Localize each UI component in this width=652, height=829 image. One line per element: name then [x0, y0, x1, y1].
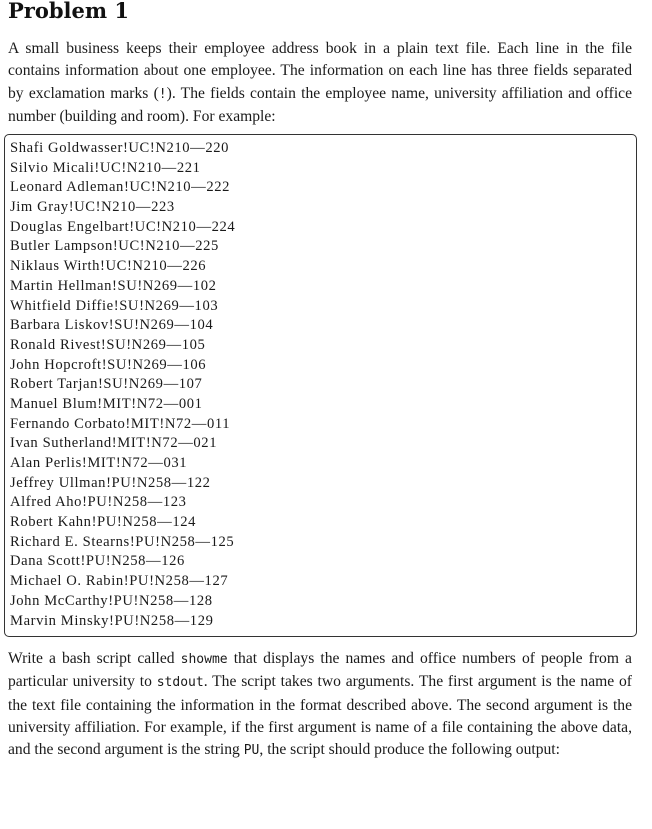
- task-text-2: that displays the names and office numbers of people from a particular university to: [8, 650, 632, 691]
- stdout-code: stdout: [156, 675, 204, 691]
- record-line: John McCarthy!PU!N258—128: [10, 592, 213, 609]
- record-line: Alan Perlis!MIT!N72—031: [10, 455, 188, 471]
- record-line: Martin Hellman!SU!N269—102: [10, 277, 217, 294]
- record-line: Barbara Liskov!SU!N269—104: [10, 317, 214, 334]
- record-line: Whitfield Diffie!SU!N269—103: [10, 297, 219, 314]
- record-line: Jim Gray!UC!N210—223: [10, 199, 175, 216]
- record-line: Marvin Minsky!PU!N258—129: [10, 612, 214, 629]
- record-line: Robert Tarjan!SU!N269—107: [10, 376, 203, 393]
- separator-code: !: [158, 86, 167, 102]
- record-line: John Hopcroft!SU!N269—106: [10, 356, 207, 373]
- record-line: Ivan Sutherland!MIT!N72—021: [10, 435, 218, 452]
- problem-title: Problem 1: [8, 0, 130, 23]
- script-name-code: showme: [180, 652, 228, 667]
- record-line: Dana Scott!PU!N258—126: [10, 553, 185, 570]
- record-line: Alfred Aho!PU!N258—123: [10, 494, 187, 511]
- address-book-listing: [4, 134, 637, 637]
- record-line: Robert Kahn!PU!N258—124: [10, 514, 197, 531]
- task-text-3: . The script takes two arguments. The first argument is the name of the text file containing the information in the format described above. The second argument is the university affiliation. For example, if the first argument is name of a file containing the above data, and the second argument is the string: [8, 673, 632, 759]
- intro-text-1: A small business keeps their employee address book in a plain text file. Each line in the file contains information about one employee. The information on each line has three fields separated by exclamation marks (: [8, 40, 632, 102]
- record-line: Ronald Rivest!SU!N269—105: [10, 336, 206, 353]
- intro-paragraph: [8, 38, 632, 128]
- record-line: Jeffrey Ullman!PU!N258—122: [10, 474, 211, 491]
- record-line: Manuel Blum!MIT!N72—001: [10, 395, 203, 412]
- record-line: Butler Lampson!UC!N210—225: [10, 238, 219, 255]
- record-line: Leonard Adleman!UC!N210—222: [10, 179, 231, 196]
- task-text-1: Write a bash script called: [8, 650, 181, 667]
- intro-text-2: ). The fields contain the employee name, university affiliation and office number (building and room). For example:: [8, 84, 633, 125]
- task-paragraph: [8, 648, 632, 762]
- record-line: Michael O. Rabin!PU!N258—127: [10, 573, 229, 590]
- record-line: Douglas Engelbart!UC!N210—224: [10, 218, 236, 235]
- record-line: Fernando Corbato!MIT!N72—011: [10, 415, 231, 432]
- task-text-4: , the script should produce the following output:: [259, 741, 560, 759]
- record-line: Shafi Goldwasser!UC!N210—220: [10, 140, 230, 156]
- record-line: Richard E. Stearns!PU!N258—125: [10, 533, 235, 550]
- affiliation-code: PU: [243, 743, 260, 759]
- record-line: Niklaus Wirth!UC!N210—226: [10, 258, 207, 275]
- record-line: Silvio Micali!UC!N210—221: [10, 159, 201, 176]
